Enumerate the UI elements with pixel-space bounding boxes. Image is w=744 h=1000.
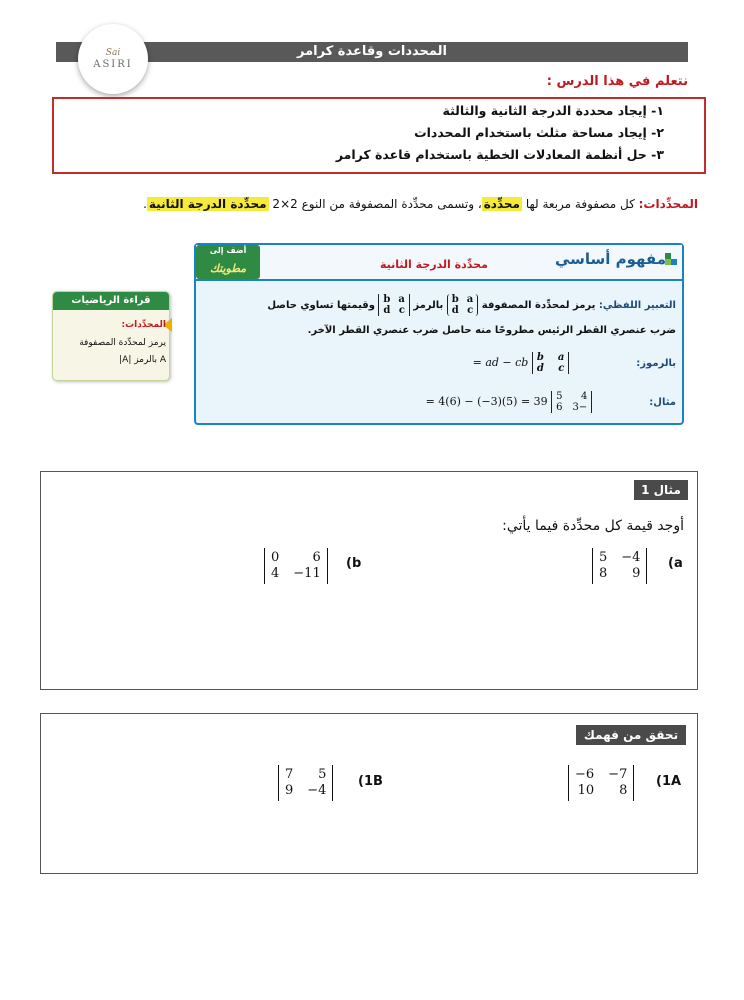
matrix-entry: 9 [285,783,294,798]
matrix-entry: d [383,305,391,316]
matrix-entry: 6 [312,550,321,565]
verbal-text: يرمز لمحدِّدة المصفوفة [481,300,596,311]
part-1b-label: (1B [358,774,383,789]
matrix-entry: −4 [307,783,327,798]
matrix-entry: b [383,294,391,305]
math-reading-line: A بالرمز |A| [119,355,166,365]
part-b-determinant [264,548,328,584]
matrix-entry: c [558,363,565,374]
matrix-entry: a [398,294,405,305]
logo-signature: Sai [105,48,121,58]
example-tag: مثال 1 [634,480,688,500]
part-a-label: (a [668,556,683,571]
verbal-text: بالرمز [413,300,444,311]
example-question: أوجد قيمة كل محدِّدة فيما يأتي: [502,518,684,534]
matrix-entry: −3 [572,402,588,413]
matrix-entry: 0 [271,550,280,565]
matrix-entry: 4 [271,566,280,581]
symbols-row [473,352,676,374]
logo [78,24,148,94]
matrix-entry: b [536,352,544,363]
foldable-label: مطويتك [209,262,247,275]
verbal-expression [267,294,676,316]
matrix-entry: b [451,294,459,305]
part-a-determinant [592,548,647,584]
matrix-entry: d [451,305,459,316]
concept-example-row [426,391,676,413]
matrix-entry: c [398,305,405,316]
determinant-symbol [378,294,409,316]
concept-subtitle: محدِّدة الدرجة الثانية [380,258,488,271]
matrix-a-bracket [447,294,478,316]
add-to-label: أضف إلى [209,246,247,255]
matrix-entry: 10 [577,783,595,798]
matrix-entry: −4 [621,550,641,565]
matrix-entry: 8 [619,783,628,798]
symbol-formula: = ad − cb [472,356,529,369]
matrix-entry: 7 [285,767,294,782]
objective-item: ٣- حل أنظمة المعادلات الخطية باستخدام قاعدة كرامر [335,147,664,162]
math-reading-heading: قراءة الرياضيات [53,292,169,310]
verbal-label: التعبير اللفظي: [598,300,676,311]
definition-text: كل مصفوفة مربعة لها [525,197,635,211]
objective-item: ١- إيجاد محددة الدرجة الثانية والثالثة [442,103,664,118]
matrix-entry: −7 [608,767,628,782]
page-title: المحددات وقاعدة كرامر [297,44,447,59]
highlight-term: محدِّدة [483,197,520,211]
highlight-term: محدِّدة الدرجة الثانية [148,197,267,211]
matrix-entry: −11 [293,566,321,581]
definition-label: المحدِّدات: [638,197,698,211]
example-label: مثال: [649,397,676,408]
matrix-entry: 5 [599,550,608,565]
example-determinant [551,391,592,413]
verbal-text: وقيمتها تساوي حاصل [267,300,375,311]
matrix-entry: −6 [575,767,595,782]
math-reading-line: يرمز لمحدِّدة المصفوفة [79,338,166,348]
key-concept-icon [664,252,678,266]
definition-text: . [143,197,147,211]
part-1a-label: (1A [656,774,682,789]
concept-title: مفهوم أساسي [554,250,666,268]
example-formula: = 4(6) − (−3)(5) = 39 [425,395,548,408]
objective-item: ٢- إيجاد مساحة مثلث باستخدام المحددات [414,125,664,140]
matrix-entry: 5 [318,767,327,782]
objectives-heading: نتعلم في هذا الدرس : [546,74,688,89]
matrix-entry: a [466,294,474,305]
part-1b-determinant [278,765,333,801]
part-1a-determinant [568,765,634,801]
symbol-determinant [532,352,569,374]
verbal-line-2: ضرب عنصري القطر الرئيس مطروحًا منه حاصل ضرب عنصري القطر الآخر. [307,325,676,336]
matrix-entry: d [536,363,544,374]
part-b-label: (b [346,556,362,571]
matrix-entry: c [467,305,474,316]
symbols-label: بالرموز: [636,358,676,369]
matrix-entry: 4 [580,391,588,402]
definition-text: ، وتسمى محدِّدة المصفوفة من النوع 2×2 [272,197,482,211]
check-tag: تحقق من فهمك [576,725,686,745]
matrix-entry: a [557,352,565,363]
matrix-entry: 9 [632,566,641,581]
definition-line [143,197,698,211]
matrix-entry: 5 [556,391,563,402]
matrix-entry: 8 [599,566,608,581]
math-reading-term: المحدِّدات: [121,320,166,330]
matrix-entry: 6 [556,402,563,413]
logo-text: ASIRI [93,59,133,70]
